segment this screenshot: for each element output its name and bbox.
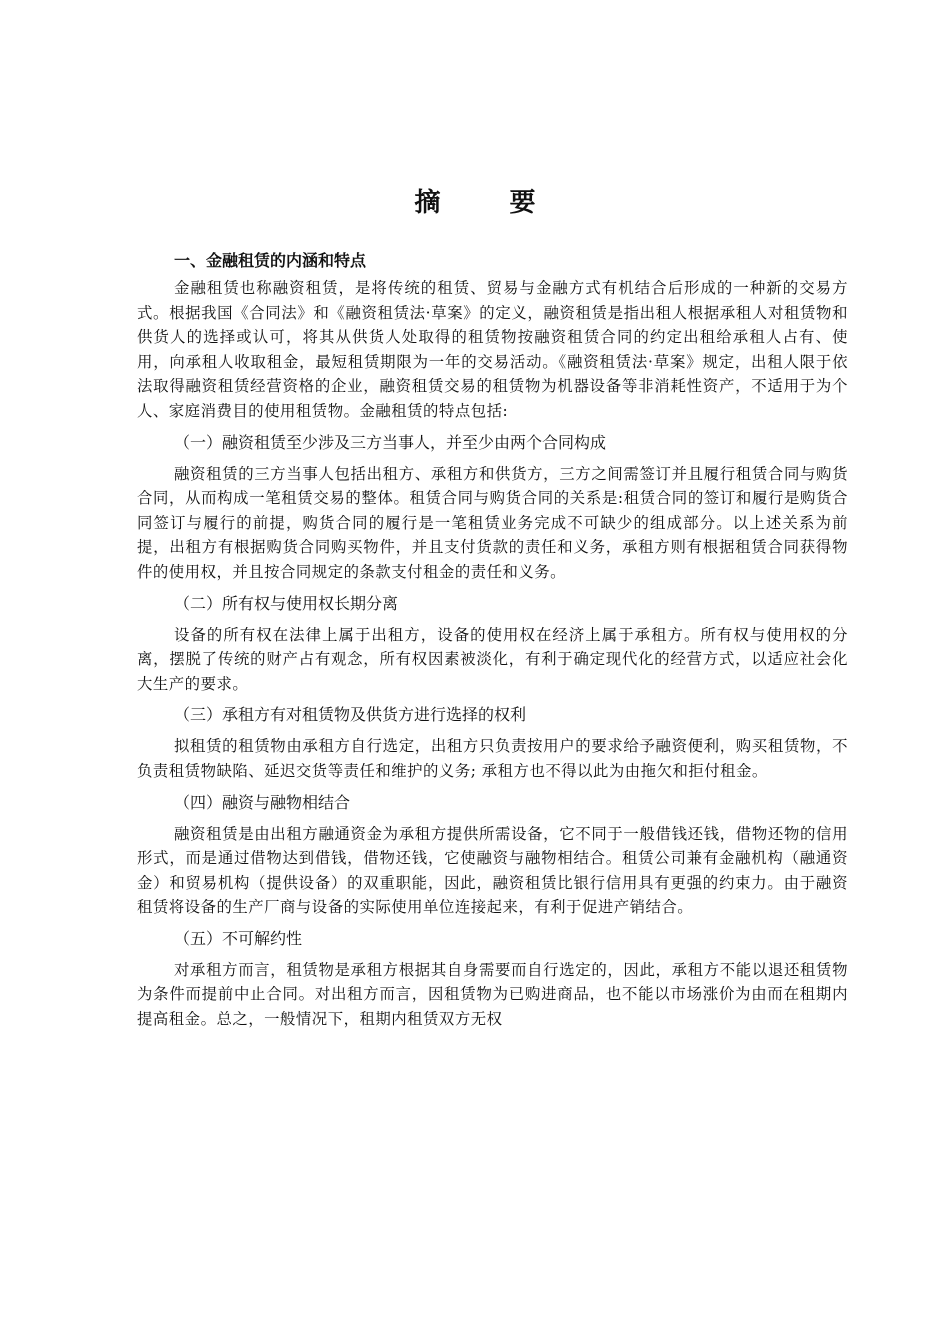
subsection-heading-1: （一）融资租赁至少涉及三方当事人，并至少由两个合同构成 bbox=[174, 432, 607, 452]
subsection-paragraph-5: 对承租方而言，租赁物是承租方根据其自身需要而自行选定的，因此，承租方不能以退还租赁物为条件而提前中止合同。对出租方而言，因租赁物为已购进商品，也不能以市场涨价为由而在租期内提高租金。总之，一般情况下，租期内租赁双方无权 bbox=[137, 960, 848, 1029]
subsection-heading-4: （四）融资与融物相结合 bbox=[174, 792, 351, 812]
subsection-heading-2: （二）所有权与使用权长期分离 bbox=[174, 593, 399, 613]
subsection-heading-3: （三）承租方有对租赁物及供货方进行选择的权利 bbox=[174, 705, 527, 725]
document-body bbox=[137, 248, 848, 1032]
subsection-heading-5: （五）不可解约性 bbox=[174, 928, 303, 948]
subsection-paragraph-1: 融资租赁的三方当事人包括出租方、承租方和供货方，三方之间需签订并且履行租赁合同与购货合同，从而构成一笔租赁交易的整体。租赁合同与购货合同的关系是:租赁合同的签订和履行是购货合同签订与履行的前提，购货合同的履行是一笔租赁业务完成不可缺少的组成部分。以上述关系为前提，出租方有根据购货合同购买物件，并且支付货款的责任和义务，承租方则有根据租赁合同获得物件的使用权，并且按合同规定的条款支付租金的责任和义务。 bbox=[137, 464, 848, 581]
subsection-paragraph-2: 设备的所有权在法律上属于出租方，设备的使用权在经济上属于承租方。所有权与使用权的分离，摆脱了传统的财产占有观念，所有权因素被淡化，有利于确定现代化的经营方式，以适应社会化大生产的要求。 bbox=[137, 625, 848, 693]
section-heading: 一、金融租赁的内涵和特点 bbox=[174, 251, 367, 270]
page-title: 摘 要 bbox=[414, 188, 566, 218]
subsection-paragraph-3: 拟租赁的租赁物由承租方自行选定，出租方只负责按用户的要求给予融资便利，购买租赁物，不负责租赁物缺陷、延迟交货等责任和维护的义务; 承租方也不得以此为由拖欠和拒付租金。 bbox=[137, 737, 848, 780]
intro-paragraph: 金融租赁也称融资租赁，是将传统的租赁、贸易与金融方式有机结合后形成的一种新的交易方式。根据我国《合同法》和《融资租赁法·草案》的定义，融资租赁是指出租人根据承租人对租赁物和供货人的选择或认可，将其从供货人处取得的租赁物按融资租赁合同的约定出租给承租人占有、使用，向承租人收取租金，最短租赁期限为一年的交易活动。《融资租赁法·草案》规定，出租人限于依法取得融资租赁经营资格的企业，融资租赁交易的租赁物为机器设备等非消耗性资产，不适用于为个人、家庭消费目的使用租赁物。金融租赁的特点包括: bbox=[137, 279, 848, 420]
subsection-paragraph-4: 融资租赁是由出租方融通资金为承租方提供所需设备，它不同于一般借钱还钱，借物还物的信用形式，而是通过借物达到借钱，借物还钱，它使融资与融物相结合。租赁公司兼有金融机构（融通资金）和贸易机构（提供设备）的双重职能，因此，融资租赁比银行信用具有更强的约束力。由于融资租赁将设备的生产厂商与设备的实际使用单位连接起来，有利于促进产销结合。 bbox=[137, 824, 848, 917]
